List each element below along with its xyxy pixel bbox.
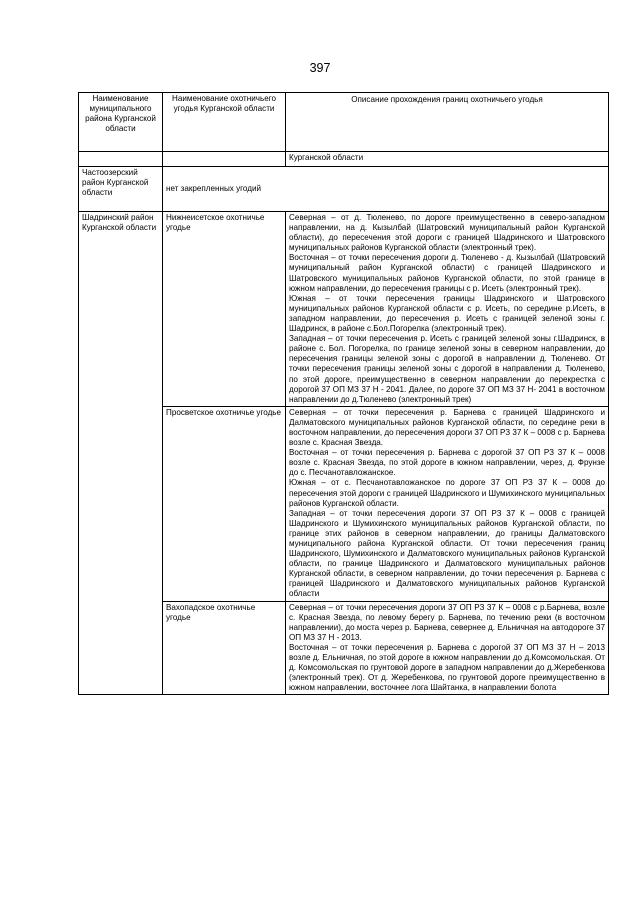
district-note: нет закрепленных угодий	[163, 167, 609, 212]
boundary-east: Восточная – от точки пересечения р. Барнева с дорогой 37 ОП РЗ 37 К – 0008 возле с. Красная Звезда, по этой дороге в южном направлении, через, д. Фрунзе до с. Песчанотавложанское.	[289, 448, 605, 478]
boundary-north: Северная – от точки пересечения дороги 37 ОП РЗ 37 К – 0008 с р.Барнева, возле с. Красная Звезда, по левому берегу р. Барнева, по течению реки (в восточном направлении), до моста через р. Барнева, севернее д. Ельничная на автодороге 37 ОП МЗ 37 Н - 2013.	[289, 602, 605, 642]
boundary-west: Западная – от точки пересечения р. Исеть с границей зеленой зоны г.Шадринск, в районе с. Бол. Погорелка, по границе зеленой зоны в северном направлении, до пересечения границы зеленой зоны с дорогой в направлении д. Тюленево. От точки пересечения границы зеленой зоны с дорогой в направлении д. Тюленево, по этой дороге, преимущественно в северном направлении до перекрестка с дорогой 37 ОП МЗ 37 Н - 2041. Далее, по дороге 37 ОП МЗ 37 Н- 2041 в восточном направлении до д.Тюленево (электронный трек)	[289, 334, 605, 404]
boundary-description-vakhopadskoe	[286, 601, 609, 695]
boundary-east: Восточная – от точки пересечения дороги д. Тюленево - д. Кызылбай (Шатровский муниципальный район Курганской области) с границей Шадринского и Шатровского муниципальных районов Курганской области, по этой границе в южном направлении, до пересечения границы с р. Исеть (электронный трек).	[289, 253, 605, 293]
district-name-chastoozerskiy: Частоозерский район Курганской области	[79, 167, 163, 212]
region-row-empty-cell-2	[163, 152, 286, 167]
header-boundary-description: Описание прохождения границ охотничьего угодья	[286, 93, 609, 152]
boundary-west: Западная – от точки пересечения дороги 37 ОП РЗ 37 К – 0008 с границей Шадринского и Шумихинского муниципальных районов Курганской области, по границе этих районов в северном направлении, до границы Далматовского муниципального района Курганской области. От точки пересечения границ Шадринского, Шумихинского и Далматовского муниципальных районов Курганской области, по границе Шадринского и Далматовского муниципальных районов Курганской области, в северном направлении, до точки пересечения р. Барнева с границей Шадринского и Далматовского муниципальных районов Курганской области	[289, 508, 605, 599]
boundary-south: Южная – от точки пересечения границы Шадринского и Шатровского муниципальных районов Курганской области с р. Исеть, по середине р.Исеть, в западном направлении, до пересечения р. Исеть с границей зеленой зоны г. Шадринск, в районе с.Бол.Погорелка (электронный трек).	[289, 293, 605, 334]
boundary-south: Южная – от с. Песчанотавложанское по дороге 37 ОП РЗ 37 К – 0008 до пересечения этой дороги с границей Шадринского и Шумихинского муниципальных районов Курганской области.	[289, 478, 605, 508]
header-hunting-ground: Наименование охотничьего угодья Курганской области	[163, 93, 286, 152]
boundary-description-nizhneisetskoe	[286, 212, 609, 407]
hunting-ground-name-prosvetskoe: Просветское охотничье угодье	[163, 406, 286, 601]
table-header-row	[79, 93, 609, 152]
region-row	[79, 152, 609, 167]
hunting-grounds-table	[78, 92, 609, 695]
boundary-description-prosvetskoe	[286, 406, 609, 601]
page-number: 397	[309, 61, 331, 75]
boundary-north: Северная – от д. Тюленево, по дороге преимущественно в северо-западном направлении, на д. Кызылбай (Шатровский муниципальный район Курганской области), до пересечения этой дороги с границей Шадринского и Шатровского муниципальных районов Курганской области (электронный трек).	[289, 213, 605, 253]
district-row-chastoozerskiy	[79, 167, 609, 212]
table-row-nizhneisetskoe	[79, 212, 609, 407]
header-district: Наименование муниципального района Курганской области	[79, 93, 163, 152]
hunting-ground-name-nizhneisetskoe: Нижнеисетское охотничье угодье	[163, 212, 286, 407]
region-row-label: Курганской области	[286, 152, 609, 167]
district-name-shadrinskiy: Шадринский район Курганской области	[79, 212, 163, 695]
region-row-empty-cell-1	[79, 152, 163, 167]
boundary-east: Восточная – от точки пересечения р. Барнева с дорогой 37 ОП МЗ 37 Н – 2013 возле д. Ельничная, по этой дороге в южном направлении до д.Комсомольская. От д. Комсомольская по грунтовой дороге в западном направлении до д.Жеребенкова (электронный трек). От д. Жеребенкова, по грунтовой дороге преимущественно в южном направлении, восточнее лога Шайтанка, в направлении болота	[289, 642, 605, 693]
boundary-north: Северная – от точки пересечения р. Барнева с границей Шадринского и Далматовского муниципальных районов Курганской области, по середине реки в восточном направлении, до пересечения дороги 37 ОП РЗ 37 К – 0008 с р. Барнева возле с. Красная Звезда.	[289, 407, 605, 448]
hunting-ground-name-vakhopadskoe: Вахопадское охотничье угодье	[163, 601, 286, 695]
